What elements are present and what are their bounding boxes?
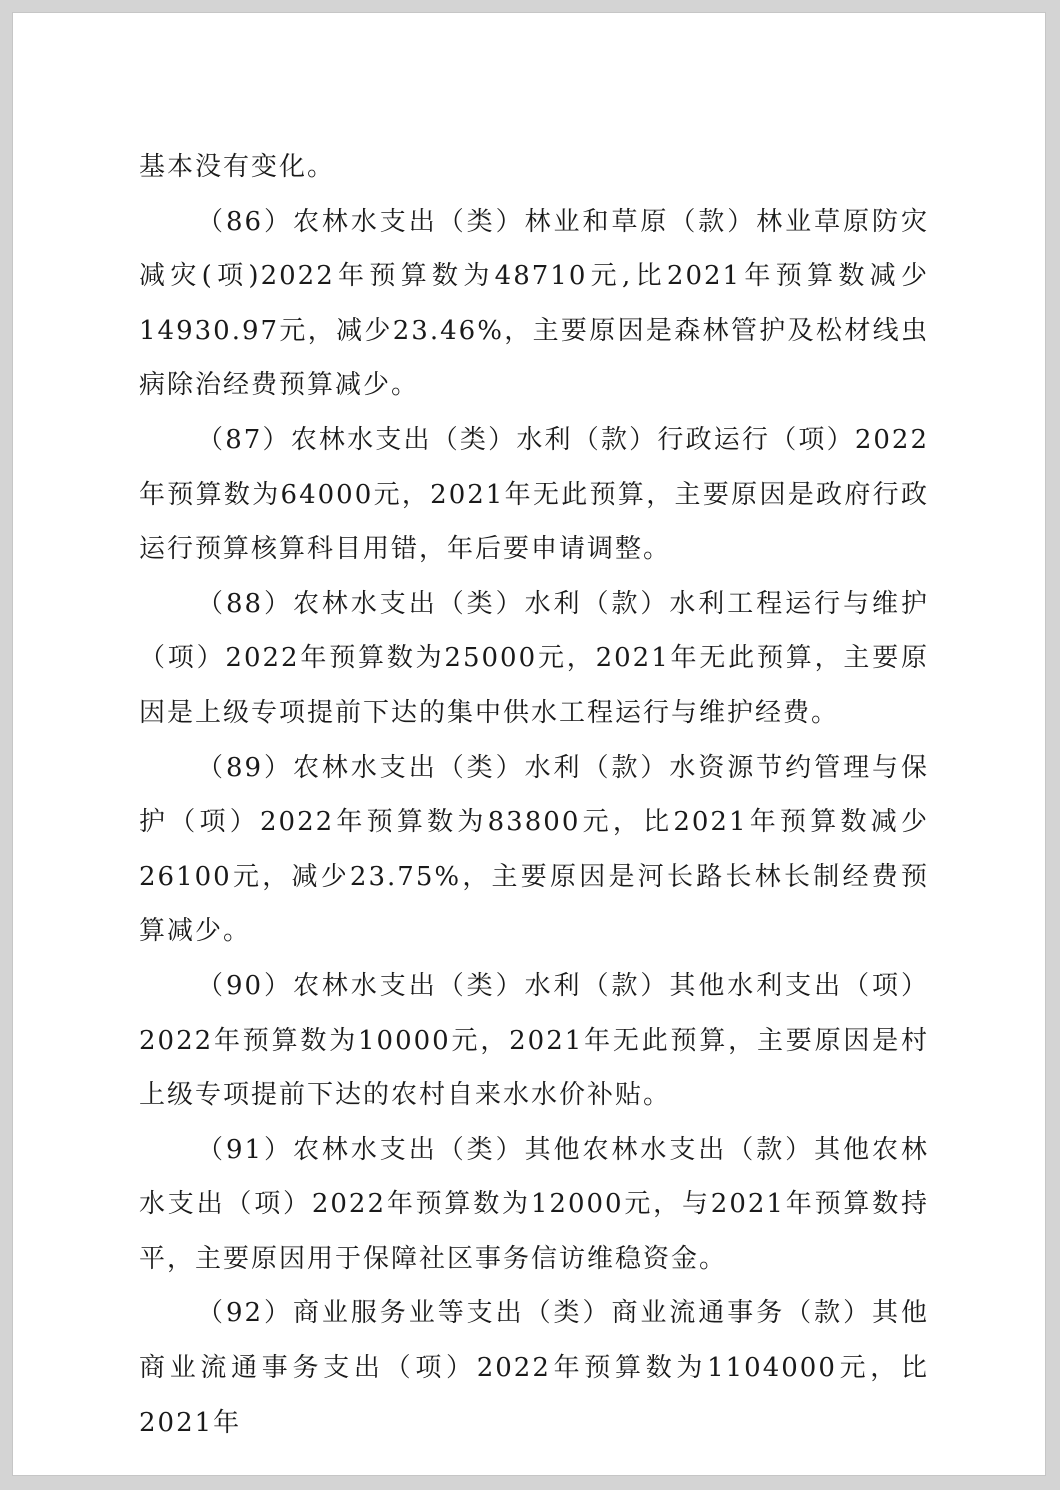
paragraph-item-89: （89）农林水支出（类）水利（款）水资源节约管理与保护（项）2022年预算数为83800元，比2021年预算数减少26100元，减少23.75%，主要原因是河长路长林长制经费预算减少。 xyxy=(139,752,929,947)
paragraph-item-91: （91）农林水支出（类）其他农林水支出（款）其他农林水支出（项）2022年预算数为12000元，与2021年预算数持平，主要原因用于保障社区事务信访维稳资金。 xyxy=(139,1134,929,1274)
paragraph-continuation: 基本没有变化。 xyxy=(139,152,336,182)
document-body xyxy=(139,140,929,1450)
document-page xyxy=(12,12,1046,1476)
paragraph-item-87: （87）农林水支出（类）水利（款）行政运行（项）2022年预算数为64000元，2021年无此预算，主要原因是政府行政运行预算核算科目用错，年后要申请调整。 xyxy=(139,424,929,565)
paragraph-item-92: （92）商业服务业等支出（类）商业流通事务（款）其他商业流通事务支出（项）2022年预算数为1104000元，比2021年 xyxy=(139,1298,929,1438)
paragraph-item-90: （90）农林水支出（类）水利（款）其他水利支出（项）2022年预算数为10000元，2021年无此预算，主要原因是村上级专项提前下达的农村自来水水价补贴。 xyxy=(139,970,929,1111)
paragraph-item-88: （88）农林水支出（类）水利（款）水利工程运行与维护（项）2022年预算数为25000元，2021年无此预算，主要原因是上级专项提前下达的集中供水工程运行与维护经费。 xyxy=(139,588,929,728)
paragraph-item-86: （86）农林水支出（类）林业和草原（款）林业草原防灾减灾(项)2022年预算数为48710元,比2021年预算数减少14930.97元，减少23.46%，主要原因是森林管护及松材线虫病除治经费预算减少。 xyxy=(139,206,929,401)
